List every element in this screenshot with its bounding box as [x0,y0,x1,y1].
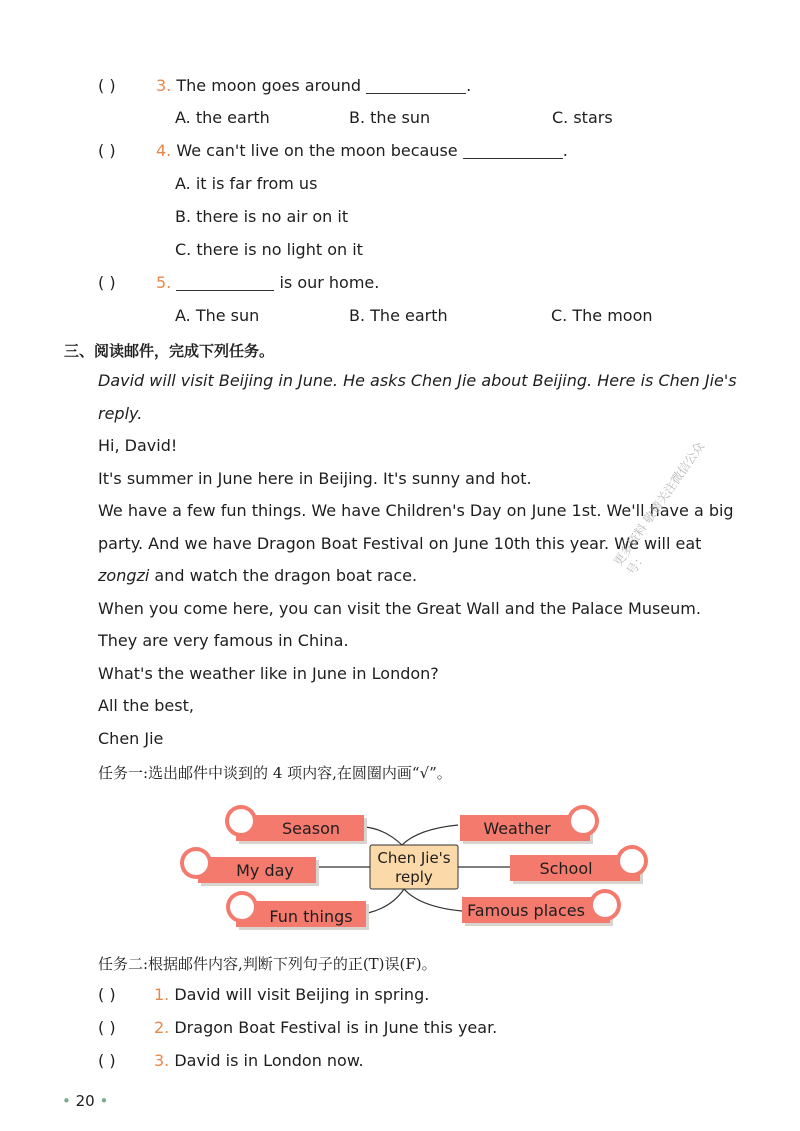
answer-paren[interactable]: ( ) [98,273,116,292]
option-a: A. the earth [175,108,270,127]
email-paragraph-1: It's summer in June here in Beijing. It's sunny and hot. [98,468,532,488]
page-dot-left: • [62,1092,71,1110]
option-c: C. stars [552,108,613,127]
mind-map-item-weather [460,805,599,841]
fill-blank[interactable] [463,158,563,159]
mind-map-label: Season [281,819,341,838]
center-node [370,845,458,889]
answer-paren[interactable]: ( ) [98,985,116,1004]
mind-map-label: Fun things [269,907,353,926]
tf-statement: 1. David will visit Beijing in spring. [154,985,430,1004]
answer-circle[interactable] [230,895,254,919]
page-dot-right: • [99,1092,109,1110]
answer-circle[interactable] [184,851,208,875]
mind-map-item-my-day [180,847,316,883]
email-paragraph-2: We have a few fun things. We have Children's Day on June 1st. We'll have a big party. And we have Dragon Boat Festival on June 10th this year. We will eat zongzi and watch the dragon boat race. [98,501,734,585]
mind-map-label: My day [236,861,294,880]
tf-statement: 2. Dragon Boat Festival is in June this year. [154,1018,498,1037]
mind-map-label: Weather [483,819,551,838]
intro-text: David will visit Beijing in June. He asks Chen Jie about Beijing. Here is Chen Jie's reply. [98,371,737,423]
page-number: • 20 • [62,1092,109,1110]
email-closing: All the best, [98,696,194,715]
email-paragraph-3: When you come here, you can visit the Great Wall and the Palace Museum. They are very famous in China. [98,598,701,650]
email-greeting: Hi, David! [98,436,178,455]
answer-circle[interactable] [620,849,644,873]
option-c: C. The moon [551,306,653,325]
answer-circle[interactable] [593,893,617,917]
mind-map-label: Famous places [467,901,585,920]
task1-instruction: 任务一:选出邮件中谈到的 4 项内容,在圆圈内画“√”。 [98,764,452,782]
question-text: 4. We can't live on the moon because . [156,141,568,160]
watermark: 更多资料 敬请关注微信公众号： [610,439,708,578]
option-a: A. it is far from us [175,174,318,193]
mind-map-label: School [539,859,593,878]
center-line-2: reply [395,868,433,886]
question-text: 3. The moon goes around . [156,76,472,95]
email-paragraph-4: What's the weather like in June in London? [98,663,439,683]
option-b: B. there is no air on it [175,207,349,226]
answer-circle[interactable] [229,809,253,833]
option-b: B. The earth [349,306,448,325]
tf-statement: 3. David is in London now. [154,1051,364,1070]
mind-map-item-fun-things [226,891,366,927]
task2-instruction: 任务二:根据邮件内容,判断下列句子的正(T)误(F)。 [98,955,437,973]
section-heading: 三、阅读邮件，完成下列任务。 [64,342,275,360]
option-a: A. The sun [175,306,260,325]
answer-paren[interactable]: ( ) [98,141,116,160]
center-line-1: Chen Jie's [377,849,451,867]
question-text: 5. is our home. [156,273,380,292]
mind-map-item-school [510,845,648,881]
answer-circle[interactable] [571,809,595,833]
answer-paren[interactable]: ( ) [98,1051,116,1070]
mind-map [0,795,800,945]
email-signature: Chen Jie [98,728,164,748]
answer-paren[interactable]: ( ) [98,1018,116,1037]
mind-map-item-season [225,805,364,841]
fill-blank[interactable] [176,290,274,291]
option-b: B. the sun [349,108,431,127]
mind-map-item-famous-places [462,889,621,923]
answer-paren[interactable]: ( ) [98,76,116,95]
fill-blank[interactable] [366,93,466,94]
option-c: C. there is no light on it [175,240,363,259]
